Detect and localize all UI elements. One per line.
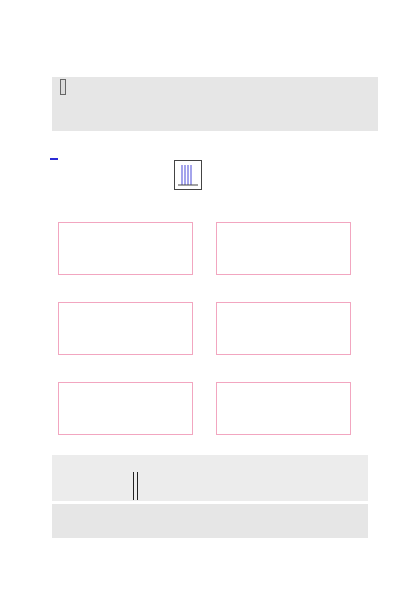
tick-row <box>216 357 351 365</box>
spectrum-plot-16 <box>216 222 351 275</box>
calc-line-1 <box>50 180 82 194</box>
spectrum-panel-16 <box>216 222 351 284</box>
signal-thumbnail <box>174 160 202 190</box>
spectrum-panel-128 <box>58 382 193 444</box>
intro-box <box>52 77 378 131</box>
spectrum-plot-8 <box>58 222 193 275</box>
fft-requirement-box <box>52 455 368 501</box>
double-bar <box>133 472 138 500</box>
intro-highlight <box>60 79 66 95</box>
conclusion-box <box>52 504 368 538</box>
tick-row <box>58 437 193 445</box>
spectrum-plot-256 <box>216 382 351 435</box>
spectrum-plot-32 <box>58 302 193 355</box>
spectrum-plot-64 <box>216 302 351 355</box>
spectrum-panel-64 <box>216 302 351 364</box>
signal-thumbnail-graphic <box>175 161 201 189</box>
spectrum-plot-128 <box>58 382 193 435</box>
spectrum-panel-8 <box>58 222 193 284</box>
intro-line-1 <box>60 80 66 94</box>
tick-row <box>216 437 351 445</box>
exemple-label <box>50 158 58 160</box>
spectrum-panel-32 <box>58 302 193 364</box>
spectrum-panel-256 <box>216 382 351 444</box>
tick-row <box>58 357 193 365</box>
tick-row <box>216 277 351 285</box>
tick-row <box>58 277 193 285</box>
